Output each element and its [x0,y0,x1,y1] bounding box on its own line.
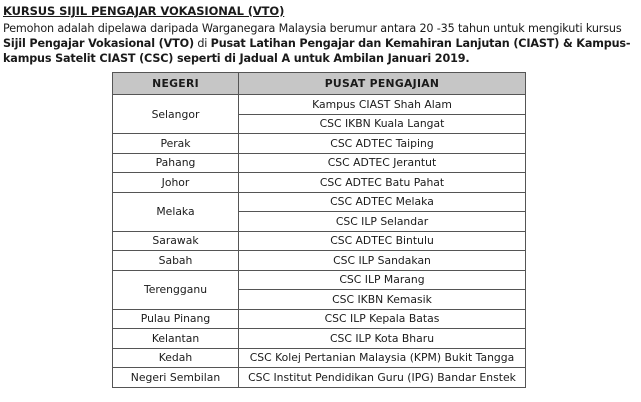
course-heading: KURSUS SIJIL PENGAJAR VOKASIONAL (VTO) [3,4,285,18]
state-cell: Sarawak [113,231,239,251]
centre-cell: CSC ILP Sandakan [239,251,526,271]
training-centres-table [112,72,526,388]
centre-cell: CSC ILP Kota Bharu [239,329,526,349]
centre-cell: CSC Kolej Pertanian Malaysia (KPM) Bukit Tangga [239,348,526,368]
table-row [113,368,526,388]
intro-paragraph [3,21,639,66]
header-state: NEGERI [113,73,239,95]
table-row [113,251,526,271]
centre-cell: CSC IKBN Kuala Langat [239,114,526,134]
state-cell: Terengganu [113,270,239,309]
table-row [113,134,526,154]
table-header-row [113,73,526,95]
table-row [113,329,526,349]
intro-text-1: Pemohon adalah dipelawa daripada Warganegara Malaysia berumur antara 20 -35 tahun untuk mengikuti kursus [3,22,622,35]
table-row [113,153,526,173]
state-cell: Selangor [113,95,239,134]
table-body [113,95,526,388]
centre-cell: CSC ILP Selandar [239,212,526,232]
centre-cell: CSC ADTEC Bintulu [239,231,526,251]
state-cell: Negeri Sembilan [113,368,239,388]
state-cell: Pahang [113,153,239,173]
centre-cell: CSC ILP Kepala Batas [239,309,526,329]
table-row [113,231,526,251]
table-row [113,309,526,329]
header-centre: PUSAT PENGAJIAN [239,73,526,95]
centre-cell: Kampus CIAST Shah Alam [239,95,526,115]
centre-cell: CSC ADTEC Taiping [239,134,526,154]
centre-cell: CSC ILP Marang [239,270,526,290]
state-cell: Kelantan [113,329,239,349]
state-cell: Pulau Pinang [113,309,239,329]
table-row [113,270,526,290]
table-row [113,348,526,368]
intro-centre-name: Pusat Latihan Pengajar dan Kemahiran Lanjutan (CIAST) & Kampus-kampus Satelit CIAST (CSC) seperti di Jadual A untuk Ambilan Januari 2019. [3,37,631,65]
state-cell: Johor [113,173,239,193]
centre-cell: CSC ADTEC Jerantut [239,153,526,173]
state-cell: Sabah [113,251,239,271]
intro-course-name: Sijil Pengajar Vokasional (VTO) [3,37,194,50]
centre-cell: CSC ADTEC Batu Pahat [239,173,526,193]
table-row [113,173,526,193]
centre-cell: CSC IKBN Kemasik [239,290,526,310]
centre-cell: CSC Institut Pendidikan Guru (IPG) Bandar Enstek [239,368,526,388]
table-row [113,95,526,115]
centre-cell: CSC ADTEC Melaka [239,192,526,212]
intro-text-2: di [193,37,211,50]
state-cell: Perak [113,134,239,154]
table-row [113,192,526,212]
state-cell: Melaka [113,192,239,231]
state-cell: Kedah [113,348,239,368]
